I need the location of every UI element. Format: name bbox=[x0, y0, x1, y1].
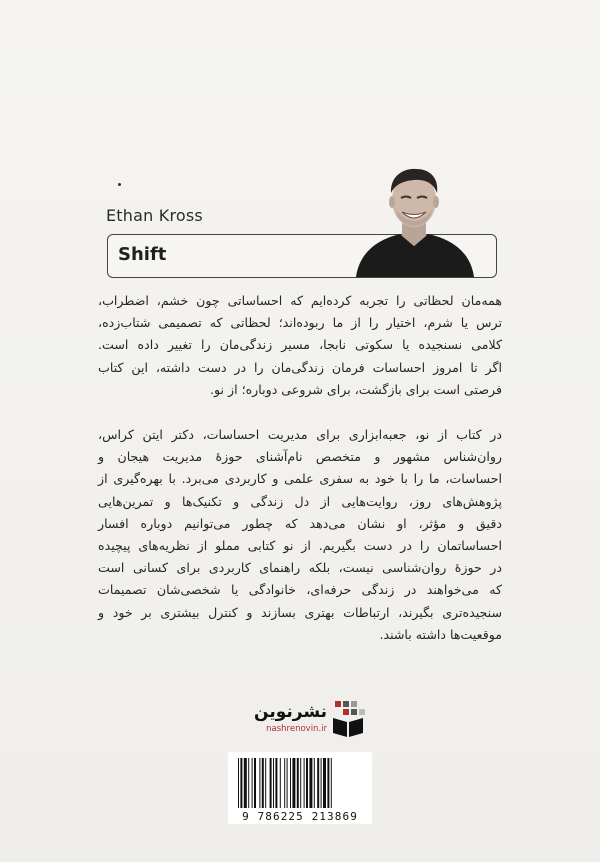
barcode-bar bbox=[304, 758, 305, 808]
text-line: احساساتمان را در دست بگیریم. از نو کتابی مملو از نظریه‌های پیچیده bbox=[98, 538, 502, 554]
description-paragraph-2 bbox=[98, 424, 502, 646]
barcode-bar bbox=[238, 758, 239, 808]
barcode-bar bbox=[259, 758, 260, 808]
barcode-bars bbox=[236, 758, 364, 808]
barcode-bar bbox=[287, 758, 288, 808]
text-line: موقعیت‌ها داشته باشند. bbox=[379, 626, 502, 642]
barcode-bar bbox=[327, 758, 329, 808]
isbn-barcode bbox=[228, 752, 372, 824]
barcode-bar bbox=[244, 758, 247, 808]
text-line: احساسات، ما را با خود به سفری علمی و کاربردی می‌برد. با بهره‌گیری از bbox=[98, 471, 502, 487]
text-line: فرصتی است برای بازگشت، برای شروعی دوباره؛ از نو. bbox=[209, 381, 502, 397]
barcode-bar bbox=[280, 758, 281, 808]
barcode-bar bbox=[297, 758, 299, 808]
barcode-bar bbox=[262, 758, 264, 808]
text-line: کلامی نسنجیده یا سکوتی نابجا، مسیر زندگی‌مان را تغییر داده است. bbox=[98, 337, 502, 353]
barcode-bar bbox=[275, 758, 277, 808]
barcode-bar bbox=[284, 758, 285, 808]
barcode-bar bbox=[309, 758, 312, 808]
book-title: Shift bbox=[118, 244, 167, 265]
publisher-mark-icon bbox=[331, 700, 367, 738]
text-line: اگر تا امروز احساسات فرمان زندگی‌مان را در دست داشته، این کتاب bbox=[98, 359, 502, 375]
barcode-bar bbox=[273, 758, 274, 808]
publisher-name: نشرنوین bbox=[254, 702, 327, 722]
text-line: که می‌خواهند در زندگی حرفه‌ای، خانوادگی یا شخصی‌شان تصمیمات bbox=[98, 582, 502, 598]
barcode-bar bbox=[270, 758, 272, 808]
isbn-number: 9 786225 213869 bbox=[242, 810, 358, 823]
barcode-bar bbox=[306, 758, 308, 808]
barcode-bar bbox=[254, 758, 256, 808]
text-line: همه‌مان لحظاتی را تجربه کرده‌ایم که احساساتی چون خشم، اضطراب، bbox=[98, 293, 502, 308]
barcode-bar bbox=[290, 758, 291, 808]
description-paragraph-1 bbox=[98, 290, 502, 401]
barcode-bar bbox=[265, 758, 266, 808]
barcode-bar bbox=[314, 758, 315, 808]
text-line: در حوزهٔ روان‌شناسی نیست، بلکه راهنمای کاربردی برای کسانی است bbox=[98, 560, 502, 576]
author-name: Ethan Kross bbox=[106, 206, 203, 225]
text-line: پژوهش‌های روز، روایت‌هایی از دل زندگی و تکنیک‌ها و تمرین‌هایی bbox=[98, 493, 502, 509]
barcode-bar bbox=[240, 758, 242, 808]
text-line: سنجیده‌تری بگیرند، ارتباطات بهتری بسازند و کنترل بیشتری بر خود و bbox=[98, 604, 502, 620]
barcode-bar bbox=[292, 758, 295, 808]
author-photo bbox=[350, 160, 478, 277]
ink-dot bbox=[118, 183, 121, 186]
text-line: در کتاب از نو، جعبه‌ابزاری برای مدیریت احساسات، دکتر ایتن کراس، bbox=[98, 427, 502, 442]
barcode-bar bbox=[323, 758, 326, 808]
barcode-bar bbox=[300, 758, 301, 808]
text-line: دقیق و مؤثر، او نشان می‌دهد که چطور می‌توانیم دوباره افسار bbox=[98, 515, 502, 531]
barcode-bar bbox=[321, 758, 322, 808]
publisher-url: nashrenovin.ir bbox=[266, 724, 327, 734]
barcode-bar bbox=[317, 758, 319, 808]
barcode-bar bbox=[248, 758, 249, 808]
barcode-bar bbox=[331, 758, 332, 808]
text-line: ترس یا شرم، اختیار را از ما ربوده‌اند؛ لحظاتی که تصمیمی شتاب‌زده، bbox=[98, 315, 502, 331]
publisher-logo bbox=[235, 700, 375, 740]
barcode-bar bbox=[252, 758, 253, 808]
text-line: روان‌شناس مشهور و متخصص نام‌آشنای حوزهٔ مدیریت هیجان و bbox=[98, 449, 502, 465]
